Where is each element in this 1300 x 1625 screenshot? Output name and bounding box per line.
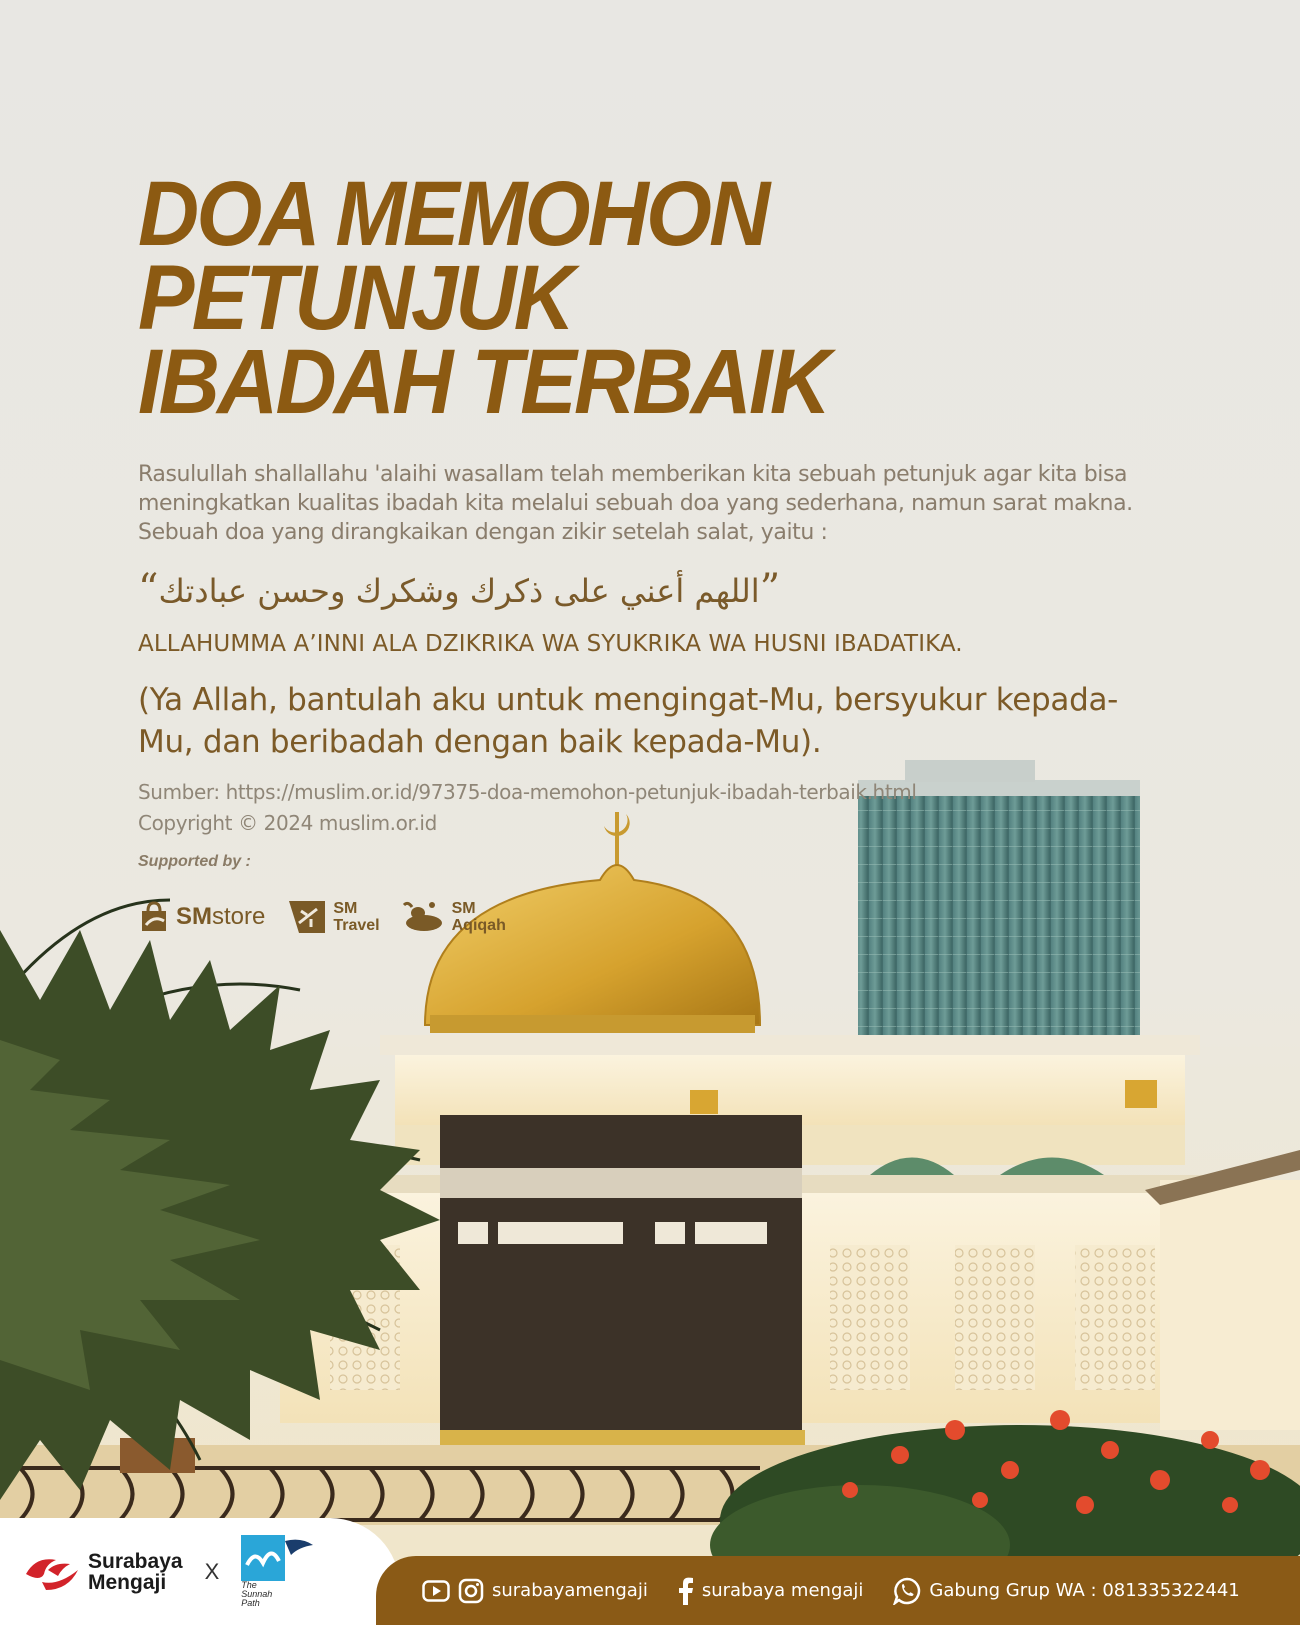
smstore-bag-icon	[138, 901, 170, 933]
brand-line-1: Surabaya	[88, 1549, 183, 1573]
footer-brands	[0, 1518, 400, 1625]
latin-transliteration: ALLAHUMMA A’INNI ALA DZIKRIKA WA SYUKRIKA WA HUSNI IBADATIKA.	[138, 631, 963, 657]
facebook-icon	[678, 1577, 694, 1605]
smstore-logo	[138, 901, 265, 933]
whatsapp-text: Gabung Grup WA : 081335322441	[929, 1580, 1240, 1601]
sunnah-path-mark-icon	[241, 1535, 315, 1581]
translation: (Ya Allah, bantulah aku untuk mengingat-Mu, bersyukur kepada-Mu, dan beribadah dengan baik kepada-Mu).	[138, 682, 1119, 760]
open-quote-icon: “	[138, 566, 159, 612]
copyright: Copyright © 2024 muslim.or.id	[138, 811, 437, 835]
partner-line-2: Sunnah	[241, 1589, 273, 1599]
article-content	[138, 163, 1178, 937]
instagram-handle: surabayamengaji	[492, 1580, 648, 1601]
source-block	[138, 777, 1178, 839]
title-line-1: DOA MEMOHON PETUNJUK	[138, 163, 768, 349]
whatsapp-link[interactable]	[893, 1577, 1239, 1605]
travel-line-1: SM	[333, 900, 358, 917]
facebook-handle: surabaya mengaji	[701, 1580, 864, 1601]
surabaya-mengaji-logo	[22, 1551, 183, 1593]
travel-line-2: Travel	[333, 917, 380, 934]
footer-social-bar	[376, 1556, 1300, 1625]
close-quote-icon: ”	[759, 566, 781, 612]
title-line-2: IBADAH TERBAIK	[138, 331, 829, 433]
partner-line-3: Path	[241, 1598, 260, 1608]
smstore-rest: store	[212, 903, 266, 930]
sm-travel-logo	[287, 897, 379, 937]
arabic-prayer: اللهم أعني على ذكرك وشكرك وحسن عبادتك	[158, 572, 760, 610]
facebook-link[interactable]	[678, 1577, 864, 1605]
partner-line-1: The	[241, 1580, 257, 1590]
collab-x: X	[204, 1558, 220, 1584]
instagram-link[interactable]	[422, 1578, 648, 1604]
page-title	[138, 163, 1187, 433]
aqiqah-line-1: SM	[451, 900, 476, 917]
intro-paragraph: Rasulullah shallallahu 'alaihi wasallam telah memberikan kita sebuah petunjuk agar kita bisa meningkatkan kualitas ibadah kita melalui sebuah doa yang sederhana, namun sarat makna. Sebuah doa yang dirangkaikan dengan zikir setelah salat, yaitu :	[138, 462, 1133, 545]
brand-line-2: Mengaji	[88, 1570, 167, 1594]
source-link[interactable]: Sumber: https://muslim.or.id/97375-doa-memohon-petunjuk-ibadah-terbaik.html	[138, 780, 917, 804]
surabaya-mengaji-mark-icon	[22, 1552, 82, 1592]
sm-aqiqah-logo	[402, 899, 506, 935]
supported-by-label: Supported by :	[138, 853, 251, 870]
instagram-icon	[458, 1578, 484, 1604]
youtube-icon	[422, 1580, 450, 1602]
arabic-prayer-block	[138, 547, 1178, 615]
sunnah-path-logo	[241, 1535, 315, 1608]
sponsor-logos	[138, 897, 1178, 937]
smstore-bold: SM	[176, 903, 212, 930]
goat-icon	[402, 899, 446, 935]
plane-icon	[287, 897, 327, 937]
whatsapp-icon	[893, 1577, 921, 1605]
aqiqah-line-2: Aqiqah	[451, 917, 506, 934]
